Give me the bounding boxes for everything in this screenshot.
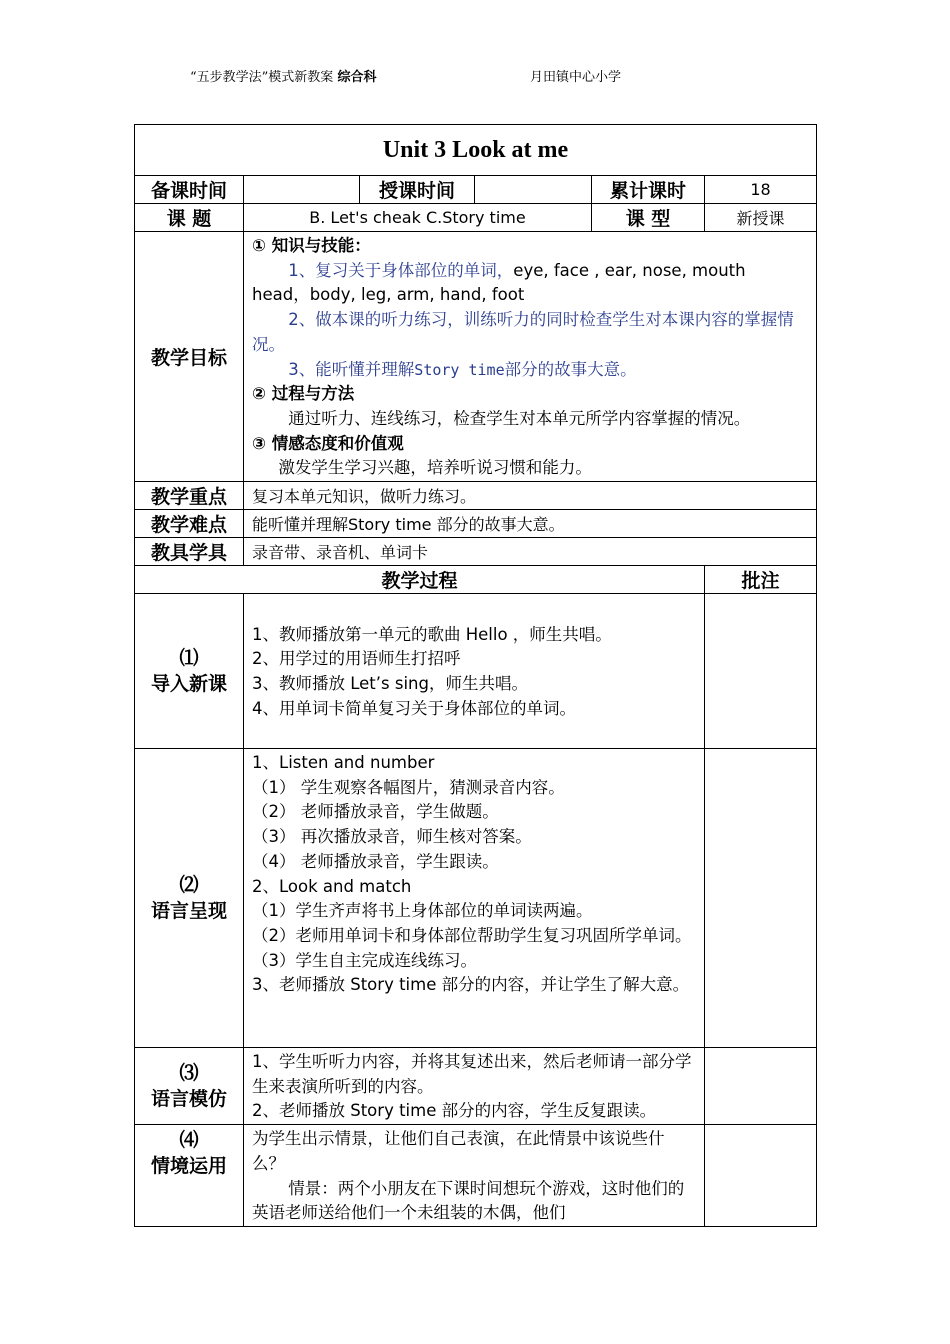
stage-number: ⑶: [179, 1062, 199, 1085]
list-item: 1、学生听听力内容，并将其复述出来，然后老师请一部分学生来表演所听到的内容。: [252, 1052, 692, 1096]
objectives-knowledge-line1: [252, 259, 808, 308]
total-hours-label: 累计课时: [592, 176, 705, 204]
list-item: 3、教师播放 Let’s sing，师生共唱。: [252, 674, 528, 694]
tools-value: 录音带、录音机、单词卡: [244, 538, 817, 566]
objectives-process-text: 通过听力、连线练习，检查学生对本单元所学内容掌握的情况。: [288, 408, 751, 428]
objectives-knowledge-line3: [252, 358, 808, 383]
stage-notes: [705, 1125, 817, 1227]
header-left: [190, 66, 376, 85]
header-left-bold: 综合科: [337, 70, 377, 85]
stage-notes: [705, 594, 817, 749]
lesson-plan-table: [134, 124, 817, 1227]
objectives-knowledge-line3-a: 3、能听懂并理解: [288, 359, 415, 379]
lesson-title: Unit 3 Look at me: [135, 125, 817, 176]
tools-label: 教具学具: [135, 538, 244, 566]
lesson-type-value: 新授课: [705, 204, 817, 232]
key-points-label: 教学重点: [135, 482, 244, 510]
list-item: （4） 老师播放录音，学生跟读。: [252, 851, 499, 871]
header-left-text: “五步教学法”模式新教案: [190, 70, 334, 85]
stage-name: 语言呈现: [150, 900, 227, 923]
list-item: 3、老师播放 Story time 部分的内容，并让学生了解大意。: [252, 975, 690, 995]
header-right: 月田镇中心小学: [530, 70, 622, 85]
stage-label: [135, 749, 244, 1048]
list-item: （2）老师用单词卡和身体部位帮助学生复习巩固所学单词。: [252, 925, 692, 945]
objectives-knowledge-title: ① 知识与技能：: [252, 236, 371, 255]
stage-number: ⑵: [179, 874, 199, 897]
objectives-attitude-title: ③ 情感态度和价值观: [252, 433, 404, 453]
difficulties-value: 能听懂并理解Story time 部分的故事大意。: [244, 510, 817, 538]
stage-name: 情境运用: [150, 1155, 227, 1178]
notes-header: 批注: [705, 566, 817, 594]
list-item: （2） 老师播放录音，学生做题。: [252, 802, 499, 822]
process-header: 教学过程: [135, 566, 705, 594]
teach-time-value: [475, 176, 592, 204]
list-item: （1） 学生观察各幅图片，猜测录音内容。: [252, 777, 565, 797]
objectives-knowledge-line3-c: 部分的故事大意。: [504, 359, 637, 379]
stage-notes: [705, 1048, 817, 1125]
stage-name: 导入新课: [150, 673, 227, 696]
stage-label: [135, 1125, 244, 1227]
stage-content: [244, 594, 705, 749]
prep-time-label: 备课时间: [135, 176, 244, 204]
teach-time-label: 授课时间: [360, 176, 475, 204]
key-points-value: 复习本单元知识，做听力练习。: [244, 482, 817, 510]
difficulties-label: 教学难点: [135, 510, 244, 538]
list-item: （3）学生自主完成连线练习。: [252, 950, 477, 970]
stage-number: ⑴: [179, 647, 199, 670]
objectives-knowledge-line2: 2、做本课的听力练习，训练听力的同时检查学生对本课内容的掌握情况。: [252, 310, 794, 354]
list-item: 情景：两个小朋友在下课时间想玩个游戏，这时他们的英语老师送给他们一个未组装的木偶，他们: [252, 1178, 685, 1223]
objectives-label: 教学目标: [135, 232, 244, 482]
prep-time-value: [244, 176, 360, 204]
list-item: 2、用学过的用语师生打招呼: [252, 649, 461, 669]
objectives-content: [244, 232, 817, 482]
stage-content: [244, 1048, 705, 1125]
stage-name: 语言模仿: [150, 1088, 227, 1111]
list-item: （1）学生齐声将书上身体部位的单词读两遍。: [252, 901, 593, 921]
stage-label: [135, 594, 244, 749]
objectives-knowledge-line1-cn: 1、复习关于身体部位的单词，: [288, 260, 514, 280]
list-item: （3） 再次播放录音，师生核对答案。: [252, 827, 532, 847]
objectives-knowledge-line3-b: Story time: [414, 360, 505, 379]
objectives-knowledge-line1-en: eye, face , ear, nose, mouth head，body, leg, arm, hand, foot: [252, 260, 746, 305]
stage-number: ⑷: [179, 1129, 199, 1152]
list-item: 2、老师播放 Story time 部分的内容，学生反复跟读。: [252, 1101, 657, 1121]
list-item: 为学生出示情景，让他们自己表演，在此情景中该说些什么？: [252, 1129, 665, 1173]
list-item: 4、用单词卡简单复习关于身体部位的单词。: [252, 698, 576, 718]
lesson-type-label: 课 型: [592, 204, 705, 232]
total-hours-value: 18: [705, 176, 817, 204]
list-item: 2、Look and match: [252, 876, 412, 896]
stage-notes: [705, 749, 817, 1048]
topic-value: B. Let's cheak C.Story time: [244, 204, 592, 232]
stage-content: [244, 1125, 705, 1227]
objectives-attitude-text: 激发学生学习兴趣，培养听说习惯和能力。: [278, 458, 592, 478]
list-item: 1、教师播放第一单元的歌曲 Hello ，师生共唱。: [252, 624, 612, 644]
stage-content: [244, 749, 705, 1048]
list-item: 1、Listen and number: [252, 753, 435, 773]
topic-label: 课 题: [135, 204, 244, 232]
stage-label: [135, 1048, 244, 1125]
objectives-process-title: ② 过程与方法: [252, 384, 355, 404]
